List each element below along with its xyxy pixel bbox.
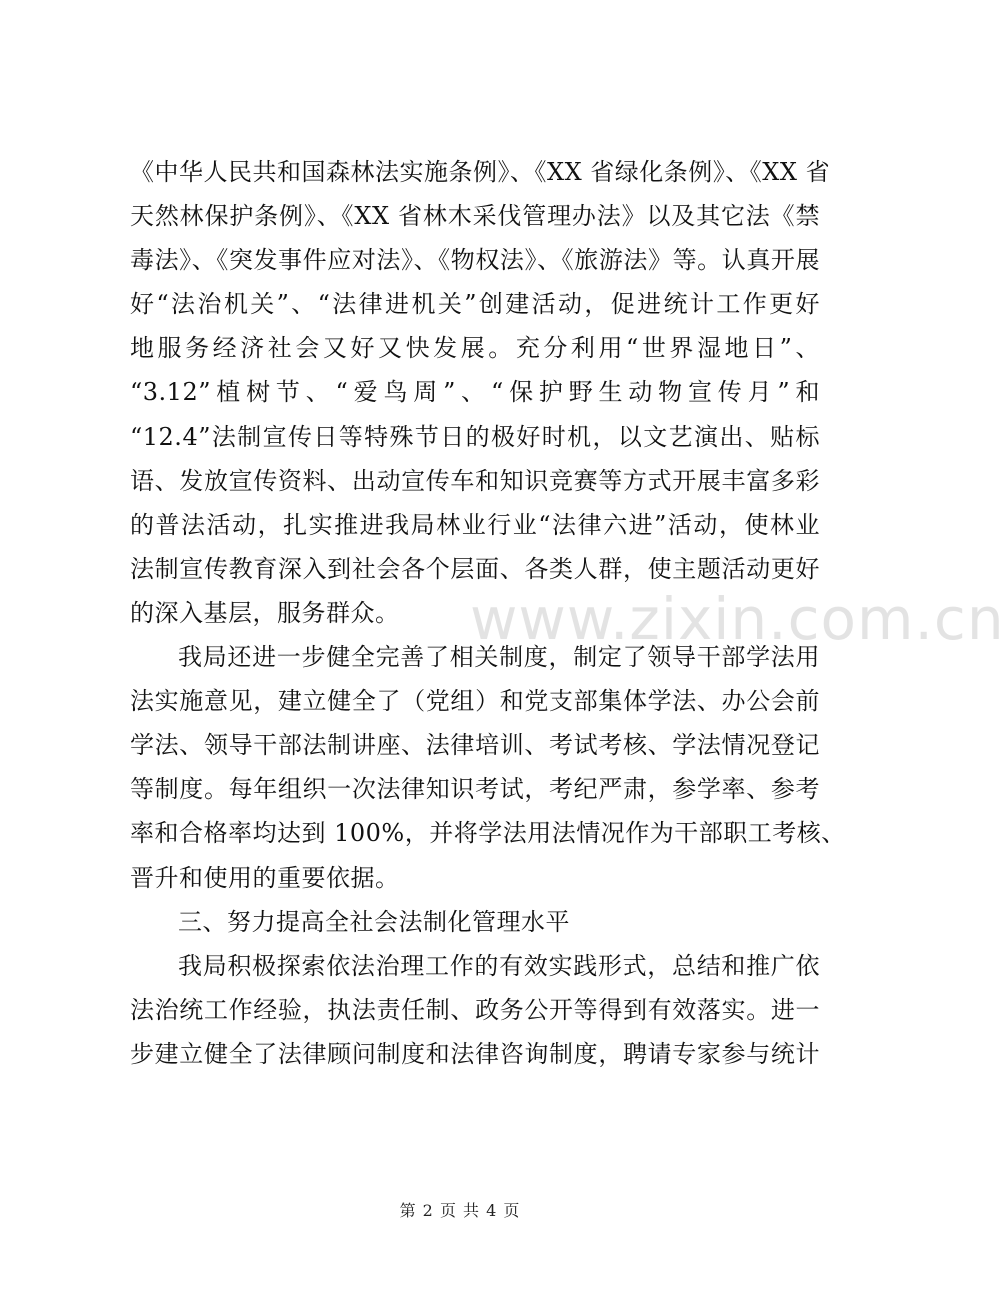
text-line: “12.4”法制宣传日等特殊节日的极好时机，以文艺演出、贴标 (130, 422, 820, 451)
watermark: www.zixin.com.cn (470, 585, 1005, 653)
text-line: 步建立健全了法律顾问制度和法律咨询制度，聘请专家参与统计 (130, 1039, 820, 1068)
text-line: 晋升和使用的重要依据。 (130, 863, 400, 892)
text-line: 《中华人民共和国森林法实施条例》、《XX 省绿化条例》、《XX 省 (130, 158, 831, 186)
text-line: 法制宣传教育深入到社会各个层面、各类人群，使主题活动更好 (130, 554, 820, 583)
paragraph-first-line: 我局积极探索依法治理工作的有效实践形式，总结和推广依 (178, 951, 820, 980)
text-line: “3.12”植树节、“爱鸟周”、“保护野生动物宣传月”和 (130, 378, 820, 407)
text-line: 天然林保护条例》、《XX 省林木采伐管理办法》以及其它法《禁 (130, 202, 820, 231)
text-line: 法实施意见，建立健全了（党组）和党支部集体学法、办公会前 (130, 687, 820, 716)
text-line: 的深入基层，服务群众。 (130, 598, 400, 627)
paragraph-first-line: 我局还进一步健全完善了相关制度，制定了领导干部学法用 (178, 643, 820, 672)
text-line: 的普法活动，扎实推进我局林业行业“法律六进”活动，使林业 (130, 510, 820, 539)
text-line: 毒法》、《突发事件应对法》、《物权法》、《旅游法》等。认真开展 (130, 246, 820, 275)
text-line: 学法、领导干部法制讲座、法律培训、考试考核、学法情况登记 (130, 731, 820, 760)
text-line: 率和合格率均达到 100%，并将学法用法情况作为干部职工考核、 (130, 819, 846, 848)
text-line: 好“法治机关”、“法律进机关”创建活动，促进统计工作更好 (130, 290, 820, 319)
page-footer: 第 2 页 共 4 页 (399, 1201, 521, 1220)
text-line: 语、发放宣传资料、出动宣传车和知识竞赛等方式开展丰富多彩 (130, 466, 820, 495)
text-line: 等制度。每年组织一次法律知识考试，考纪严肃，参学率、参考 (130, 775, 820, 804)
section-heading: 三、努力提高全社会法制化管理水平 (178, 907, 570, 936)
text-line: 法治统工作经验，执法责任制、政务公开等得到有效落实。进一 (130, 995, 820, 1024)
document-body (130, 150, 846, 1076)
text-line: 地服务经济社会又好又快发展。充分利用“世界湿地日”、 (130, 334, 820, 363)
